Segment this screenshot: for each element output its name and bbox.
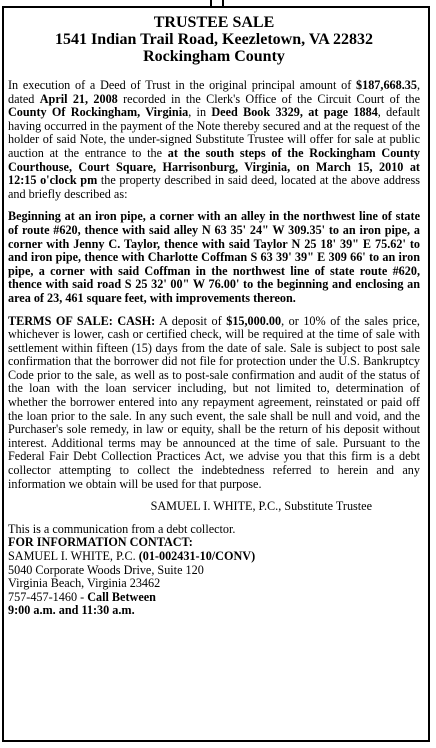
notice-title-block <box>8 14 420 65</box>
sale-paragraph: In execution of a Deed of Trust in the original principal amount of $187,668.35, dated April 21, 2008 recorded in the Clerk's Office of the Circuit Court of the County Of Rockingham, Virginia, in Deed Book 3329, at page 1884, default having occurred in the payment of the Note thereby secured and at the request of the holder of said Note, the under-signed Substitute Trustee will offer for sale at public auction at the entrance to the at the south steps of the Rockingham County Courthouse, Court Square, Harrisonburg, Virginia, on March 15, 2010 at 12:15 o'clock pm the property described in said deed, located at the above address and briefly described as: <box>8 78 421 201</box>
contact-heading: FOR INFORMATION CONTACT: <box>8 535 193 550</box>
contact-phone: 757-457-1460 - Call Between <box>8 589 156 604</box>
legal-description: Beginning at an iron pipe, a corner with an alley in the northwest line of state of route #620, thence with said alley N 63 35' 24" W 309.35' to an iron pipe, a corner with Jenny C. Taylor, thence with said Taylor N 25 18' 39" E 75.62' to and iron pipe, thence with Charlotte Coffman S 63 39' 39" E 309 66' to an iron pipe, a corner with said Coffman in the northwest line of state route #620, thence with said road S 25 32' 00" W 76.00' to the beginning and enclosing an area of 23, 461 square feet, with improvements thereon. <box>8 209 420 305</box>
hours-label: Call Between <box>87 589 156 604</box>
court-name: County Of Rockingham, Virginia <box>8 105 189 120</box>
trustee-sale-notice <box>8 14 420 618</box>
notice-title: TRUSTEE SALE <box>153 14 275 31</box>
deposit-amount: $15,000.00 <box>226 313 282 328</box>
debt-collector-notice: This is a communication from a debt collector. <box>8 521 236 536</box>
file-number: (01-002431-10/CONV) <box>138 549 256 563</box>
county-name: Rockingham County <box>143 48 285 65</box>
property-address: 1541 Indian Trail Road, Keezletown, VA 22832 <box>55 31 373 48</box>
sale-location-time: at the south steps of the Rockingham County Courthouse, Court Square, Harrisonburg, Virginia, on March 15, 2010 at 12:15 o'clock pm <box>8 145 420 188</box>
deed-date: April 21, 2008 <box>39 91 118 106</box>
terms-paragraph: TERMS OF SALE: CASH: A deposit of $15,000.00, or 10% of the sales price, whichever is lower, cash or certified check, will be required at the time of sale with settlement within fifteen (15) days from the date of sale. Sale is subject to post sale confirmation that the borrower did not file for protection under the U.S. Bankruptcy Code prior to the sale, as well as to post-sale confirmation and audit of the status of the loan with the loan servicer including, but not limited to, determination of whether the borrower entered into any repayment agreement, reinstated or paid off the loan prior to the sale. In any such event, the sale shall be null and void, and the Purchaser's sole remedy, in law or equity, shall be the return of his deposit without interest. Additional terms may be announced at the time of sale. Pursuant to the Federal Fair Debt Collection Practices Act, we advise you that this firm is a debt collector attempting to collect the indebtedness referred to herein and any information we obtain will be used for that purpose. <box>8 313 420 491</box>
trustee-signature: SAMUEL I. WHITE, P.C., Substitute Trustee <box>150 499 372 514</box>
contact-city: Virginia Beach, Virginia 23462 <box>8 576 161 591</box>
contact-block <box>8 523 420 618</box>
principal-amount: $187,668.35 <box>356 78 417 92</box>
terms-label: TERMS OF SALE: CASH: <box>8 313 156 328</box>
contact-street: 5040 Corporate Woods Drive, Suite 120 <box>8 562 204 577</box>
contact-firm: SAMUEL I. WHITE, P.C. (01-002431-10/CONV) <box>8 549 256 563</box>
deed-book: Deed Book 3329, at page 1884 <box>211 105 378 120</box>
call-hours: 9:00 a.m. and 11:30 a.m. <box>8 603 135 618</box>
